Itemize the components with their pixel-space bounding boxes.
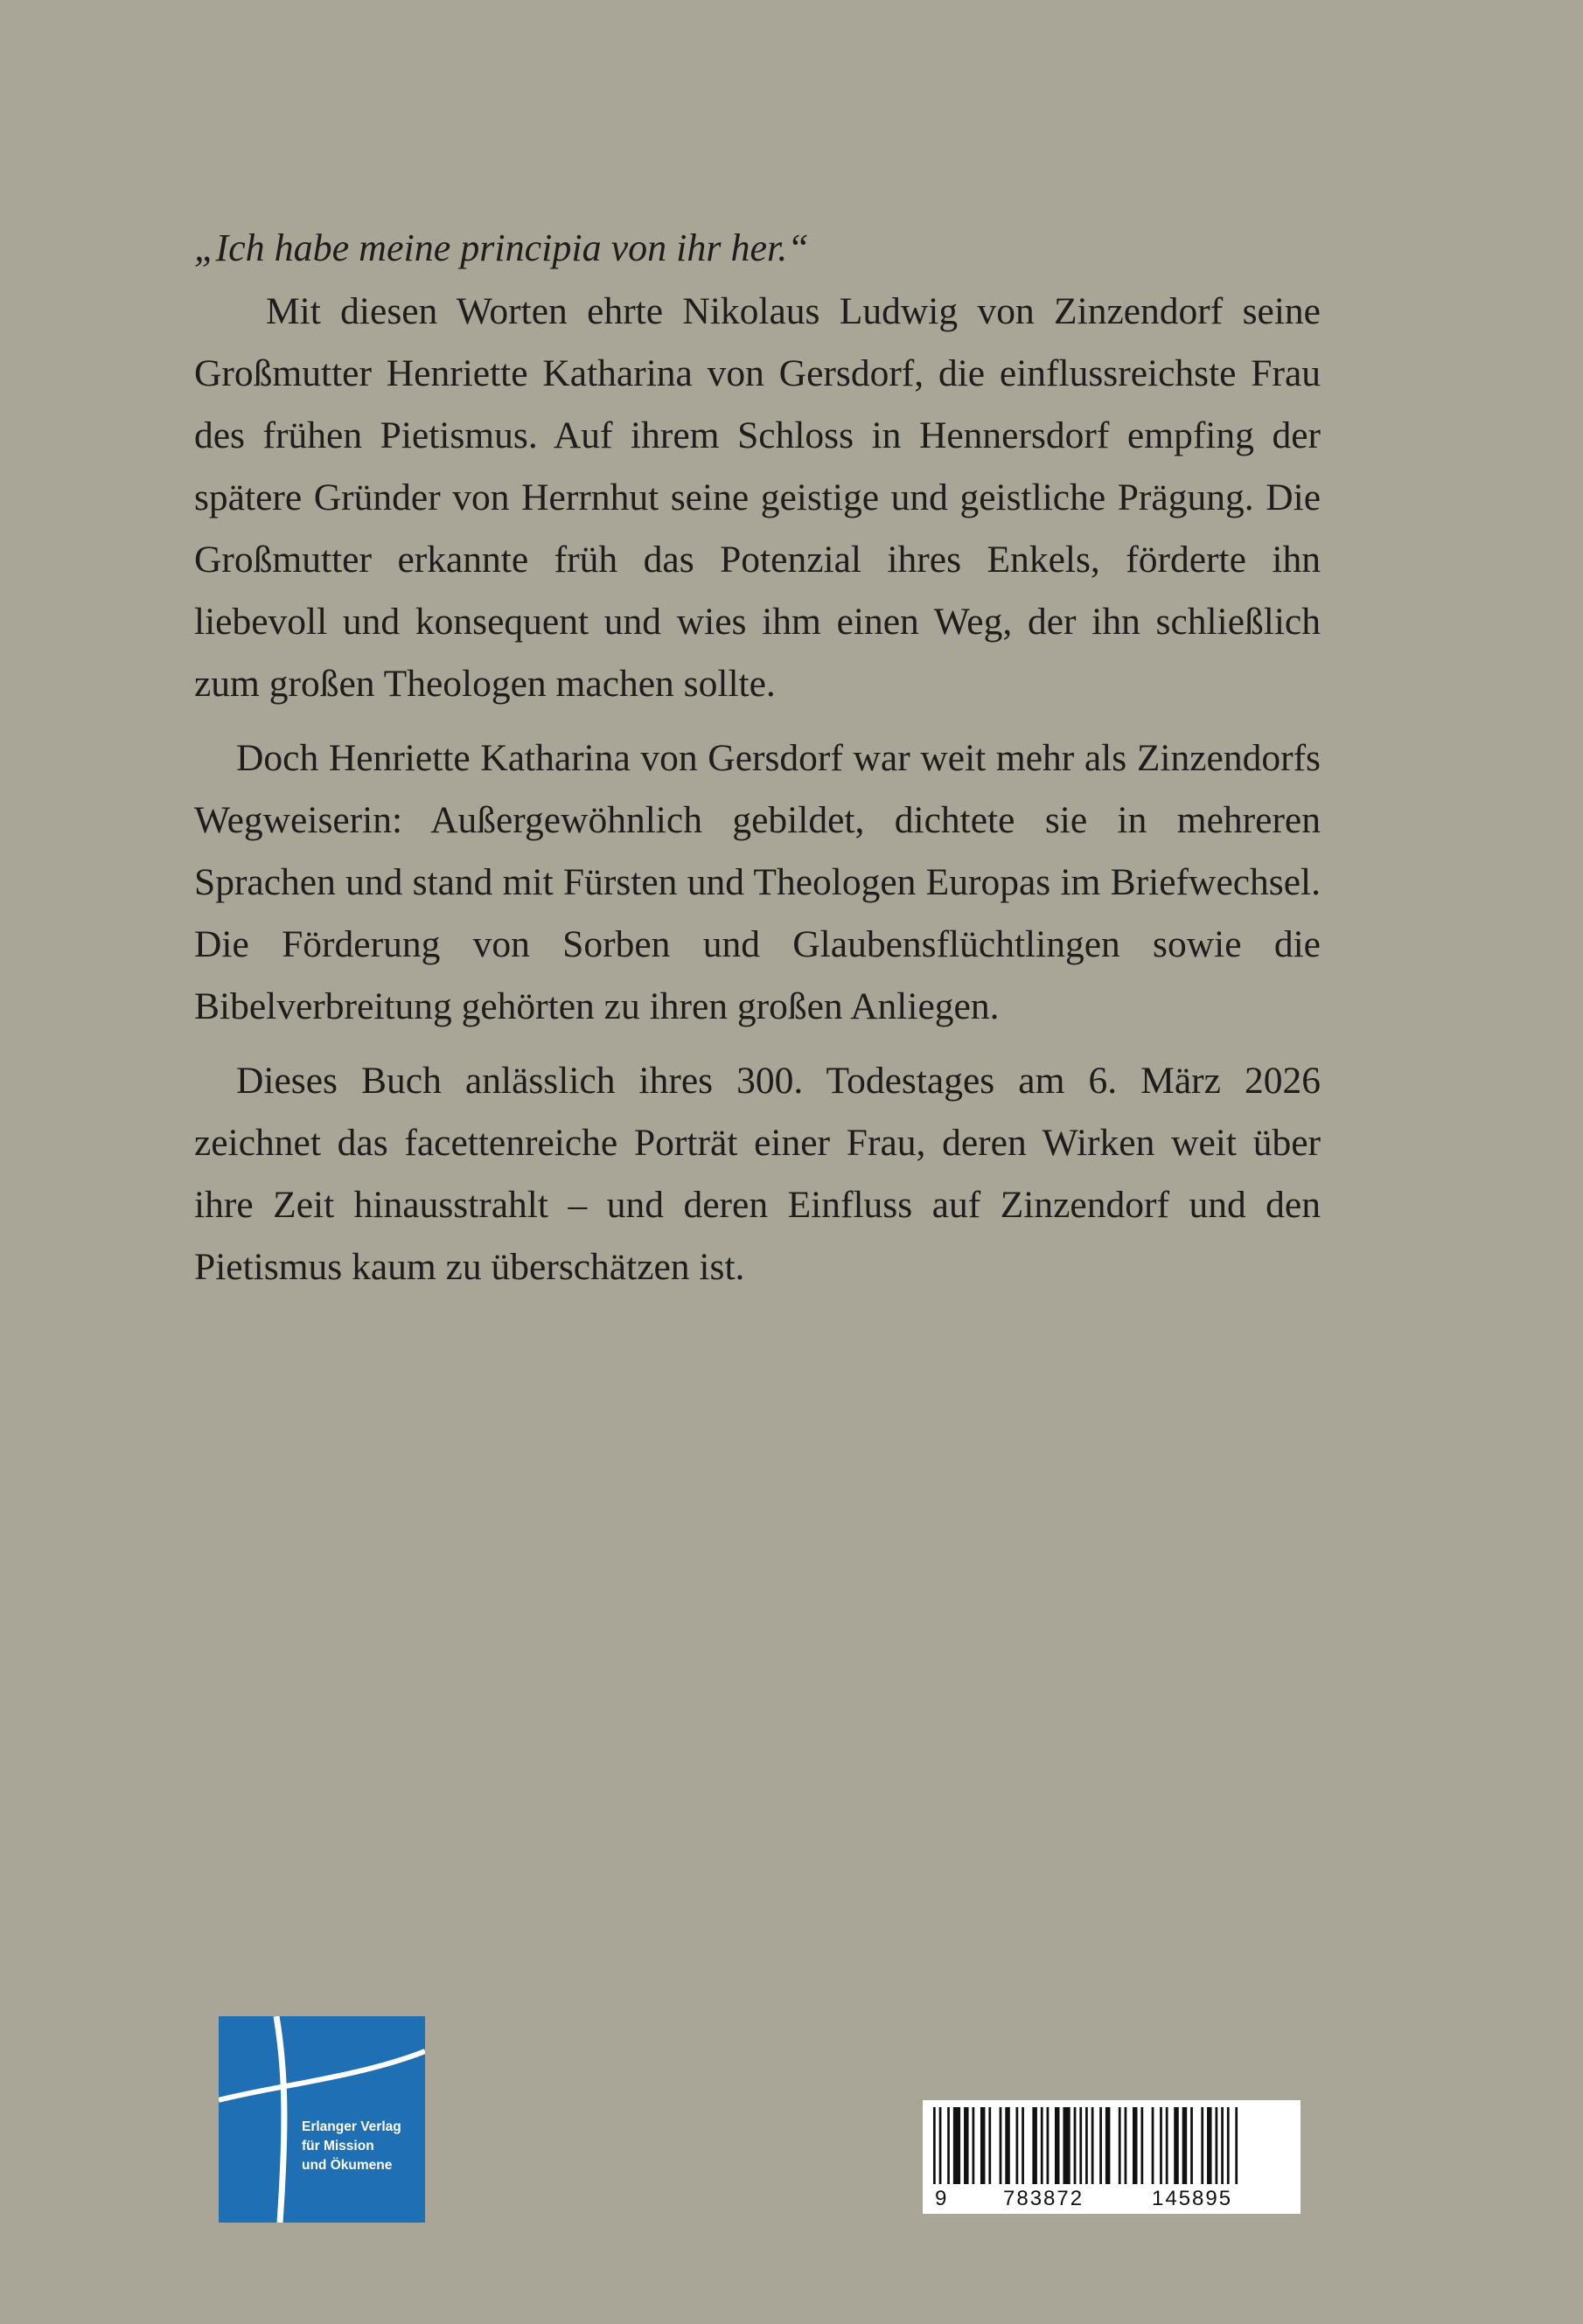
barcode-left-group: 783872	[1003, 2187, 1084, 2210]
barcode-bar	[1079, 2107, 1082, 2184]
publisher-name-line-2: für Mission	[302, 2139, 374, 2154]
barcode-bar	[1201, 2107, 1203, 2184]
barcode-bar	[964, 2107, 969, 2184]
barcode-bar	[1032, 2107, 1037, 2184]
publisher-logo	[219, 2016, 425, 2223]
barcode-bar	[1227, 2107, 1230, 2184]
barcode-bar	[988, 2107, 991, 2184]
barcode-bar	[939, 2107, 942, 2184]
barcode-bar	[1099, 2107, 1102, 2184]
epigraph-quote: „Ich habe meine principia von ihr her.“	[194, 226, 809, 269]
barcode-bar	[1160, 2107, 1162, 2184]
barcode-right-group: 145895	[1152, 2187, 1233, 2210]
paragraph-2: Doch Henriette Katharina von Gersdorf war weit mehr als Zinzendorfs Wegweiserin: Außergewöhnlich gebildet, dichtete sie in mehreren Sprachen und stand mit Fürsten und Theologen Europas im Briefwechsel. Die Förderung von Sorben und Glaubensflüchtlingen sowie die Bibelverbreitung gehörten zu ihren großen Anliegen.	[194, 737, 1321, 1027]
back-cover-text	[194, 217, 1321, 1311]
barcode-bar	[1190, 2107, 1193, 2184]
paragraph-1: Mit diesen Worten ehrte Nikolaus Ludwig von Zinzendorf seine Großmutter Henriette Katharina von Gersdorf, die einflussreichste Frau des frühen Pietismus. Auf ihrem Schloss in Hennersdorf empfing der spätere Gründer von Herrnhut seine geistige und geistliche Prägung. Die Großmutter erkannte früh das Potenzial ihres Enkels, förderte ihn liebevoll und konsequent und wies ihm einen Weg, der ihn schließlich zum großen Theologen machen sollte.	[194, 290, 1321, 705]
paragraph-3: Dieses Buch anlässlich ihres 300. Todestages am 6. März 2026 zeichnet das facettenreiche Porträt einer Frau, deren Wirken weit über ihre Zeit hinausstrahlt – und deren Einfluss auf Zinzendorf und den Pietismus kaum zu überschätzen ist.	[194, 1060, 1321, 1288]
barcode-bar	[1016, 2107, 1019, 2184]
barcode-bar	[1152, 2107, 1154, 2184]
barcode-bar	[1235, 2107, 1238, 2184]
barcode-bar	[1216, 2107, 1218, 2184]
publisher-name-line-3: und Ökumene	[302, 2158, 393, 2173]
barcode-bar	[1207, 2107, 1212, 2184]
barcode-bar	[1091, 2107, 1094, 2184]
publisher-name-line-1: Erlanger Verlag	[302, 2119, 401, 2134]
barcode-bar	[1105, 2107, 1111, 2184]
barcode-bar	[1063, 2107, 1070, 2184]
barcode-digits	[923, 2186, 1301, 2212]
barcode-bar	[1041, 2107, 1043, 2184]
barcode-bar	[933, 2107, 936, 2184]
barcode-bar	[1133, 2107, 1138, 2184]
barcode-bar	[947, 2107, 950, 2184]
barcode-bar	[1005, 2107, 1010, 2184]
barcode-bar	[1119, 2107, 1121, 2184]
barcode-bar	[953, 2107, 960, 2184]
barcode-bar	[1074, 2107, 1077, 2184]
barcode-bar	[1140, 2107, 1143, 2184]
barcode-bar	[1221, 2107, 1224, 2184]
barcode-bar	[980, 2107, 986, 2184]
barcode-bar	[1047, 2107, 1050, 2184]
barcode-bar	[1166, 2107, 1168, 2184]
barcode-first-digit: 9	[935, 2187, 949, 2210]
barcode-bar	[1022, 2107, 1024, 2184]
barcode-bar	[1125, 2107, 1127, 2184]
barcode-bar	[1182, 2107, 1188, 2184]
barcode-bar	[1055, 2107, 1060, 2184]
barcode-bar	[1174, 2107, 1179, 2184]
isbn-barcode	[923, 2100, 1301, 2214]
barcode-bar	[1000, 2107, 1002, 2184]
barcode-bar	[973, 2107, 975, 2184]
publisher-name	[302, 2118, 422, 2175]
barcode-bar	[1085, 2107, 1088, 2184]
